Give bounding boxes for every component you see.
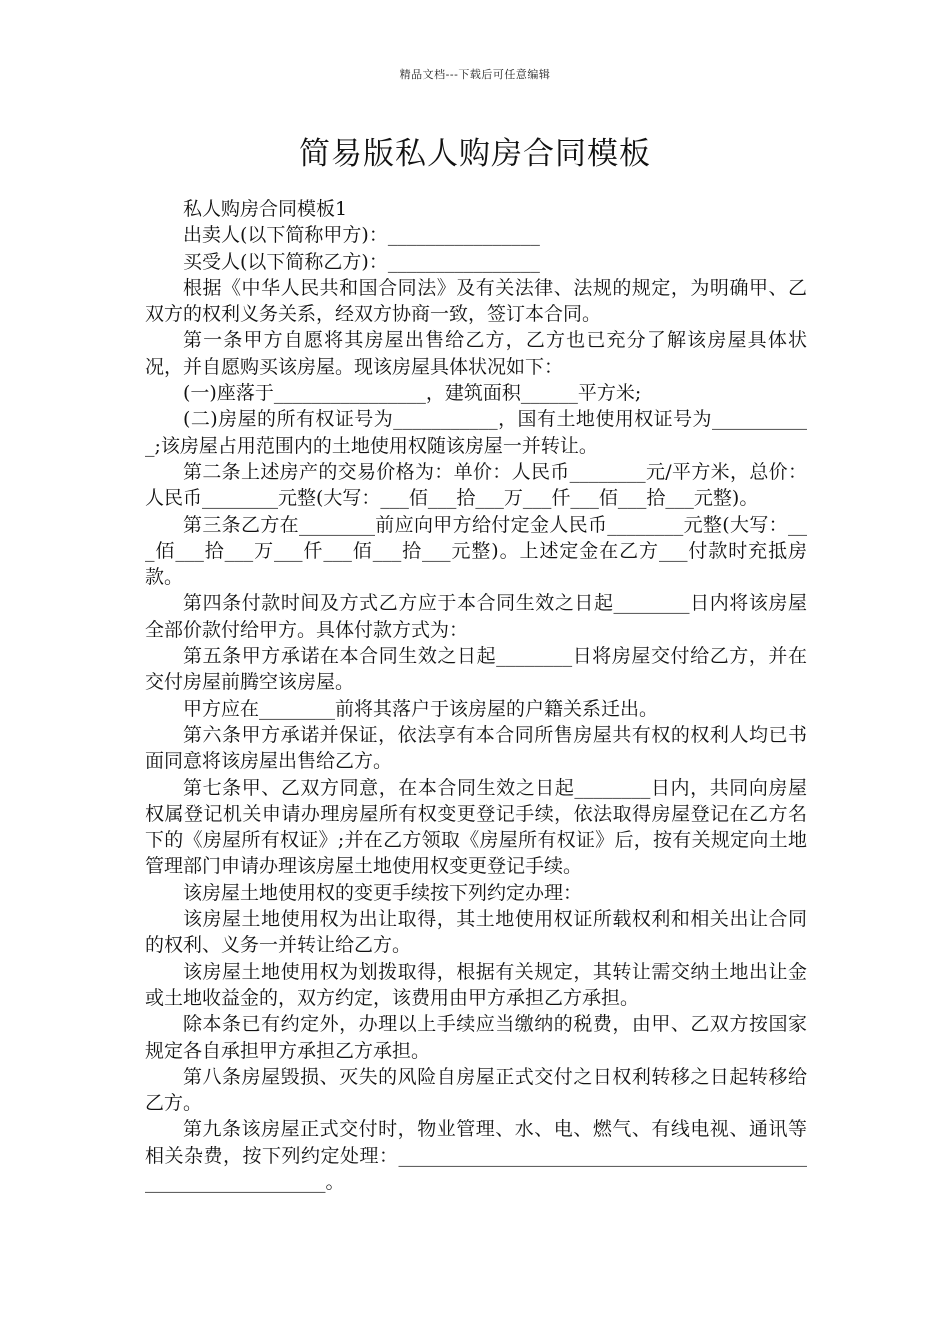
paragraph-seller: 出卖人(以下简称甲方)：________________: [183, 224, 540, 247]
paragraph-article-7-transfer: 该房屋土地使用权为出让取得，其土地使用权证所载权利和相关出让合同的权利、义务一并转让给乙方。: [145, 908, 807, 957]
paragraph-article-1-item-1: (一)座落于________________，建筑面积______平方米;: [183, 382, 642, 405]
paragraph-article-4: 第四条付款时间及方式乙方应于本合同生效之日起________日内将该房屋全部价款付给甲方。具体付款方式为：: [145, 592, 807, 641]
paragraph-article-7-procedure: 该房屋土地使用权的变更手续按下列约定办理：: [183, 881, 583, 904]
paragraph-article-3: 第三条乙方在________前应向甲方给付定金人民币________元整(大写：___佰___拾___万___仟___佰___拾___元整)。上述定金在乙方___付款时充抵房款。: [145, 513, 807, 589]
paragraph-article-7-taxes: 除本条已有约定外，办理以上手续应当缴纳的税费，由甲、乙双方按国家规定各自承担甲方承担乙方承担。: [145, 1013, 807, 1062]
paragraph-article-5-note: 甲方应在________前将其落户于该房屋的户籍关系迁出。: [183, 697, 659, 720]
paragraph-article-9: 第九条该房屋正式交付时，物业管理、水、电、燃气、有线电视、通讯等相关杂费，按下列约定处理：______________________________________________________________。: [145, 1118, 807, 1193]
paragraph-article-1-item-2: (二)房屋的所有权证号为___________，国有土地使用权证号为___________;该房屋占用范围内的土地使用权随该房屋一并转让。: [145, 408, 807, 457]
paragraph-article-6: 第六条甲方承诺并保证，依法享有本合同所售房屋共有权的权利人均已书面同意将该房屋出售给乙方。: [145, 723, 807, 773]
paragraph-preamble: 根据《中华人民共和国合同法》及有关法律、法规的规定，为明确甲、乙双方的权利义务关系，经双方协商一致，签订本合同。: [145, 276, 807, 326]
paragraph-article-1: 第一条甲方自愿将其房屋出售给乙方，乙方也已充分了解该房屋具体状况，并自愿购买该房屋。现该房屋具体状况如下：: [145, 329, 807, 378]
contract-body: [145, 196, 807, 1195]
paragraph-buyer: 买受人(以下简称乙方)：________________: [183, 250, 540, 273]
paragraph-heading: 私人购房合同模板1: [183, 198, 348, 220]
paragraph-article-5: 第五条甲方承诺在本合同生效之日起________日将房屋交付给乙方，并在交付房屋前腾空该房屋。: [145, 645, 807, 694]
paragraph-article-7: 第七条甲、乙双方同意，在本合同生效之日起________日内，共同向房屋权属登记机关申请办理房屋所有权变更登记手续，依法取得房屋登记在乙方名下的《房屋所有权证》;并在乙方领取《房屋所有权证》后，按有关规定向土地管理部门申请办理该房屋土地使用权变更登记手续。: [145, 776, 807, 878]
paragraph-article-8: 第八条房屋毁损、灭失的风险自房屋正式交付之日权利转移之日起转移给乙方。: [145, 1065, 807, 1115]
paragraph-article-2: 第二条上述房产的交易价格为：单价：人民币________元/平方米，总价：人民币________元整(大写：___佰___拾___万___仟___佰___拾___元整)。: [145, 460, 807, 510]
header-note: 精品文档---下载后可任意编辑: [399, 68, 551, 81]
paragraph-article-7-allocation: 该房屋土地使用权为划拨取得，根据有关规定，其转让需交纳土地出让金或土地收益金的，双方约定，该费用由甲方承担乙方承担。: [145, 960, 807, 1009]
document-title: 简易版私人购房合同模板: [299, 136, 651, 172]
